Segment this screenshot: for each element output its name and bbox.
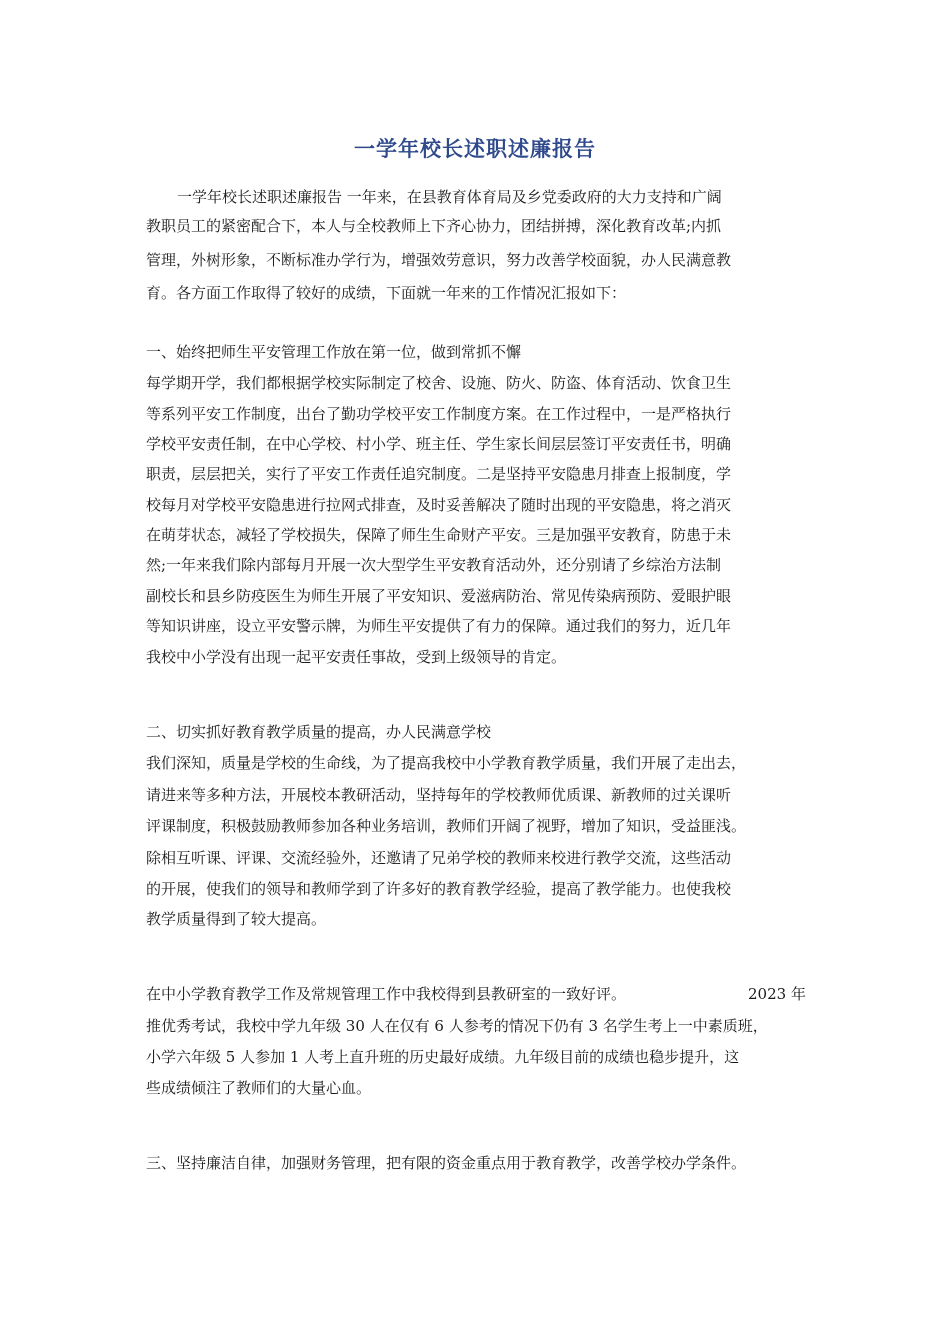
intro-line: 管理，外树形象，不断标准办学行为，增强效劳意识，努力改善学校面貌，办人民满意教 (146, 251, 732, 269)
year-text: 2023 年 (748, 985, 806, 1003)
section-heading: 三、坚持廉洁自律，加强财务管理，把有限的资金重点用于教育教学，改善学校办学条件。 (146, 1154, 747, 1172)
document-title: 一学年校长述职述廉报告 (354, 137, 596, 161)
section-heading: 二、切实抓好教育教学质量的提高，办人民满意学校 (146, 723, 492, 741)
body-line: 职责，层层把关，实行了平安工作责任追究制度。二是坚持平安隐患月排查上报制度，学 (146, 465, 732, 483)
body-line: 的开展，使我们的领导和教师学到了许多好的教育教学经验，提高了教学能力。也使我校 (146, 880, 732, 898)
body-line: 教学质量得到了较大提高。 (146, 910, 327, 928)
body-line: 每学期开学，我们都根据学校实际制定了校舍、设施、防火、防盗、体育活动、饮食卫生 (146, 374, 732, 392)
body-line: 些成绩倾注了教师们的大量心血。 (146, 1079, 372, 1097)
body-line: 小学六年级 5 人参加 1 人考上直升班的历史最好成绩。九年级目前的成绩也稳步提升，这 (146, 1048, 740, 1066)
body-line: 在萌芽状态，减轻了学校损失，保障了师生生命财产平安。三是加强平安教育，防患于未 (146, 526, 732, 544)
body-line: 除相互听课、评课、交流经验外，还邀请了兄弟学校的教师来校进行教学交流，这些活动 (146, 849, 732, 867)
body-line: 我们深知，质量是学校的生命线，为了提高我校中小学教育教学质量，我们开展了走出去， (146, 754, 747, 772)
intro-line: 育。各方面工作取得了较好的成绩，下面就一年来的工作情况汇报如下： (146, 284, 627, 302)
intro-line: 教职员工的紧密配合下，本人与全校教师上下齐心协力，团结拼搏，深化教育改革;内抓 (146, 217, 722, 235)
body-line: 等知识讲座，设立平安警示牌，为师生平安提供了有力的保障。通过我们的努力，近几年 (146, 617, 732, 635)
body-line: 评课制度，积极鼓励教师参加各种业务培训，教师们开阔了视野，增加了知识，受益匪浅。 (146, 817, 747, 835)
body-line: 校每月对学校平安隐患进行拉网式排查，及时妥善解决了随时出现的平安隐患，将之消灭 (146, 496, 732, 514)
body-line: 然;一年来我们除内部每月开展一次大型学生平安教育活动外，还分别请了乡综治方法制 (146, 556, 722, 574)
body-line: 学校平安责任制，在中心学校、村小学、班主任、学生家长间层层签订平安责任书，明确 (146, 435, 732, 453)
section-heading: 一、始终把师生平安管理工作放在第一位，做到常抓不懈 (146, 343, 522, 361)
body-line: 在中小学教育教学工作及常规管理工作中我校得到县教研室的一致好评。 (146, 985, 627, 1003)
body-line: 副校长和县乡防疫医生为师生开展了平安知识、爱滋病防治、常见传染病预防、爱眼护眼 (146, 587, 732, 605)
intro-line: 一学年校长述职述廉报告 一年来，在县教育体育局及乡党委政府的大力支持和广阔 (177, 188, 722, 206)
body-line: 我校中小学没有出现一起平安责任事故，受到上级领导的肯定。 (146, 648, 567, 666)
body-line: 请进来等多种方法，开展校本教研活动，坚持每年的学校教师优质课、新教师的过关课听 (146, 786, 732, 804)
body-line: 等系列平安工作制度，出台了勤功学校平安工作制度方案。在工作过程中，一是严格执行 (146, 405, 732, 423)
body-line: 推优秀考试，我校中学九年级 30 人在仅有 6 人参考的情况下仍有 3 名学生考上一中素质班， (146, 1017, 768, 1035)
